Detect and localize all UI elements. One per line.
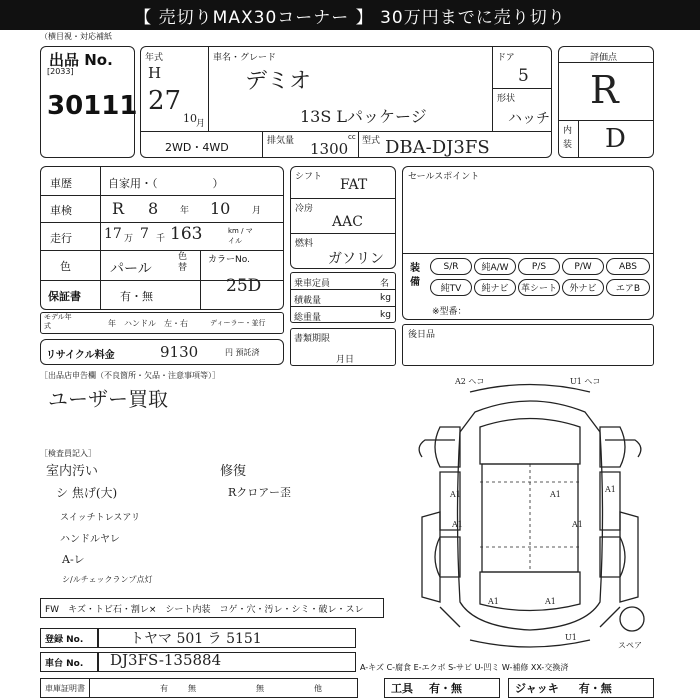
mileage-rest: 163 — [170, 224, 203, 244]
warranty-label: 保証書 — [48, 290, 81, 303]
mileage-sen-unit: 千 — [156, 234, 166, 244]
postscript-label: 後日品 — [408, 330, 436, 340]
auction-banner: 【 売切りMAX30コーナー 】 30万円までに売り切り — [0, 0, 700, 30]
inspector-note-4: ハンドルヤレ — [60, 534, 120, 545]
year-month: 10 — [183, 112, 197, 125]
equip-aw: 純A/W — [474, 258, 516, 275]
drive-label: 2WD・4WD — [165, 141, 229, 154]
diagram-mark-u1: U1 ヘコ — [570, 377, 601, 386]
type-value: DBA-DJ3FS — [385, 137, 490, 158]
registration-value: トヤマ 501 ラ 5151 — [130, 631, 262, 647]
equipment-label: 装備 — [410, 263, 420, 288]
type-label: 型式 — [362, 136, 381, 146]
inspector-note-3: スイッチトレスアリ — [60, 513, 141, 523]
tools-row — [384, 678, 500, 698]
inspector-note-2: シ 焦げ(大) — [56, 486, 118, 500]
year-month-unit: 月 — [196, 119, 206, 129]
lot-number: 30111 — [47, 91, 138, 121]
sales-point-box — [402, 166, 654, 320]
diagram-mark-a1-7: A1 — [545, 597, 556, 606]
equip-leather: 革シート — [518, 279, 560, 296]
shift-value: FAT — [340, 177, 368, 193]
history-label: 車歴 — [50, 177, 72, 190]
warranty-value: 有・無 — [120, 290, 153, 303]
chassis-label: 車台 No. — [40, 652, 98, 672]
doors-label: ドア — [497, 53, 515, 63]
eval-label: 評価点 — [590, 53, 618, 63]
seller-notes-value: ユーザー買取 — [48, 387, 168, 411]
fuel-value: ガソリン — [328, 251, 384, 267]
jack-label: ジャッキ — [515, 682, 559, 695]
capacity-label: 乗車定員 — [294, 279, 331, 289]
diagram-mark-u1-rear: U1 — [565, 633, 577, 642]
fw-row: FW キズ・トビ石・割レ× シート内装 コゲ・穴・汚レ・シミ・破レ・スレ — [40, 598, 384, 618]
fuel-label: 燃料 — [295, 239, 314, 249]
mileage-sen: 7 — [140, 226, 149, 242]
history-value: 自家用・（ ） — [108, 177, 224, 190]
chassis-value: DJ3FS-135884 — [110, 651, 222, 669]
car-damage-diagram — [400, 372, 660, 662]
inspection-month: 10 — [210, 199, 231, 218]
color-value: パール — [110, 261, 152, 277]
seller-notes-label: ［出品店申告欄（不良箇所・欠品・注意事項等）］ — [40, 371, 220, 380]
inspector-note-right-1: 修復 — [220, 464, 247, 479]
equip-tv: 純TV — [430, 279, 472, 296]
shift-label: シフト — [295, 172, 323, 182]
cert-item-4: 他 — [314, 683, 322, 693]
inspector-note-1: 室内汚い — [46, 464, 99, 479]
color-label: 色 — [60, 260, 71, 273]
diagram-mark-a1-3: A1 — [550, 490, 561, 499]
color-code: 25D — [226, 276, 262, 296]
inspection-era: R — [112, 199, 125, 218]
displacement-value: 1300 — [310, 140, 349, 158]
inspector-note-5: A-レ — [62, 553, 85, 566]
model-year-label: モデル年式 — [44, 313, 72, 330]
interior-label: 内装 — [563, 126, 573, 150]
postscript-box — [402, 324, 654, 366]
diagram-mark-a1-6: A1 — [488, 597, 499, 606]
cert-item-2: 無 — [188, 683, 196, 693]
mileage-man-unit: 万 — [124, 234, 134, 244]
equip-ext-navi: 外ナビ — [562, 279, 604, 296]
displacement-label: 排気量 — [267, 136, 295, 146]
lot-box — [40, 46, 138, 158]
spare-label: スペア — [618, 641, 642, 650]
sales-point-label: セールスポイント — [408, 172, 480, 182]
ac-value: AAC — [332, 214, 363, 230]
load-unit: kg — [380, 293, 391, 303]
year-label: 年式 — [145, 53, 164, 63]
equip-abs: ABS — [606, 258, 650, 275]
color-code-label: カラーNo. — [208, 255, 250, 265]
inspector-label: ［検査員記入］ — [40, 449, 96, 458]
diagram-mark-a1-1: A1 — [450, 490, 461, 499]
gross-unit: kg — [380, 310, 391, 320]
recycle-value: 9130 — [160, 343, 199, 361]
load-label: 積載量 — [294, 296, 322, 306]
equip-navi: 純ナビ — [474, 279, 516, 296]
lot-label: 出品 No. — [49, 51, 113, 69]
equip-ps: P/S — [518, 258, 560, 275]
model-grade: 13S Lパッケージ — [300, 107, 427, 126]
interior-value: D — [605, 124, 626, 154]
equip-model-label: ※型番： — [432, 307, 467, 317]
mileage-label: 走行 — [50, 232, 72, 245]
displacement-unit: cc — [348, 133, 356, 141]
inspector-note-right-2: Rクロアー歪 — [228, 486, 291, 499]
diagram-mark-a2: A2 ヘコ — [455, 377, 485, 386]
mileage-man: 17 — [104, 226, 122, 242]
lot-small-code: [2033] — [47, 67, 74, 76]
inspection-label: 車検 — [50, 204, 72, 217]
cert-row — [40, 678, 358, 698]
inspection-month-unit: 月 — [252, 206, 262, 216]
handle-field: ハンドル 左・右 — [124, 319, 188, 328]
mileage-unit: km / マイル — [228, 227, 253, 245]
registration-label: 登録 No. — [40, 628, 98, 648]
tools-value: 有・無 — [429, 682, 462, 695]
shape-label: 形状 — [497, 94, 516, 104]
model-year-unit: 年 — [108, 319, 116, 328]
doors-value: 5 — [518, 66, 529, 86]
eval-value: R — [590, 68, 619, 112]
dealer-field: ディーラー・並行 — [210, 319, 266, 327]
equip-airbag: エアB — [606, 279, 650, 296]
cert-item-3: 無 — [256, 683, 264, 693]
capacity-unit: 名 — [380, 279, 390, 289]
cert-item-1: 有 — [160, 683, 168, 693]
gross-label: 総重量 — [294, 313, 322, 323]
year-value: 27 — [148, 86, 182, 116]
year-era: H — [148, 64, 162, 82]
shape-value: ハッチ — [508, 111, 550, 127]
recycle-unit: 円 預託済 — [225, 348, 260, 357]
damage-legend: A-キズ C-腐食 E-エクボ S-サビ U-凹ミ W-補修 XX-交換済 — [360, 663, 569, 672]
equip-sr: S/R — [430, 258, 472, 275]
inspection-year: 8 — [148, 199, 159, 218]
cert-label: 車庫証明書 — [41, 679, 90, 697]
doc-expiry-label: 書類期限 — [294, 334, 331, 344]
diagram-mark-a1-2: A1 — [452, 520, 463, 529]
inspection-year-unit: 年 — [180, 206, 190, 216]
ac-label: 冷房 — [295, 204, 314, 214]
equip-pw: P/W — [562, 258, 604, 275]
doc-expiry-unit: 月日 — [336, 355, 355, 365]
jack-value: 有・無 — [578, 682, 612, 695]
top-note: （横目視・対応補紙 — [40, 32, 112, 41]
diagram-mark-a1-5: A1 — [605, 485, 616, 494]
jack-row — [508, 678, 654, 698]
model-label: 車名・グレード — [213, 53, 277, 63]
recycle-label: リサイクル料金 — [46, 350, 115, 361]
tools-label: 工具 — [391, 682, 413, 695]
color-change-label: 色替 — [178, 252, 188, 273]
model-name: デミオ — [245, 69, 312, 94]
diagram-mark-a1-4: A1 — [572, 520, 583, 529]
inspector-note-6: シ/ルチェックランプ点灯 — [62, 575, 153, 584]
